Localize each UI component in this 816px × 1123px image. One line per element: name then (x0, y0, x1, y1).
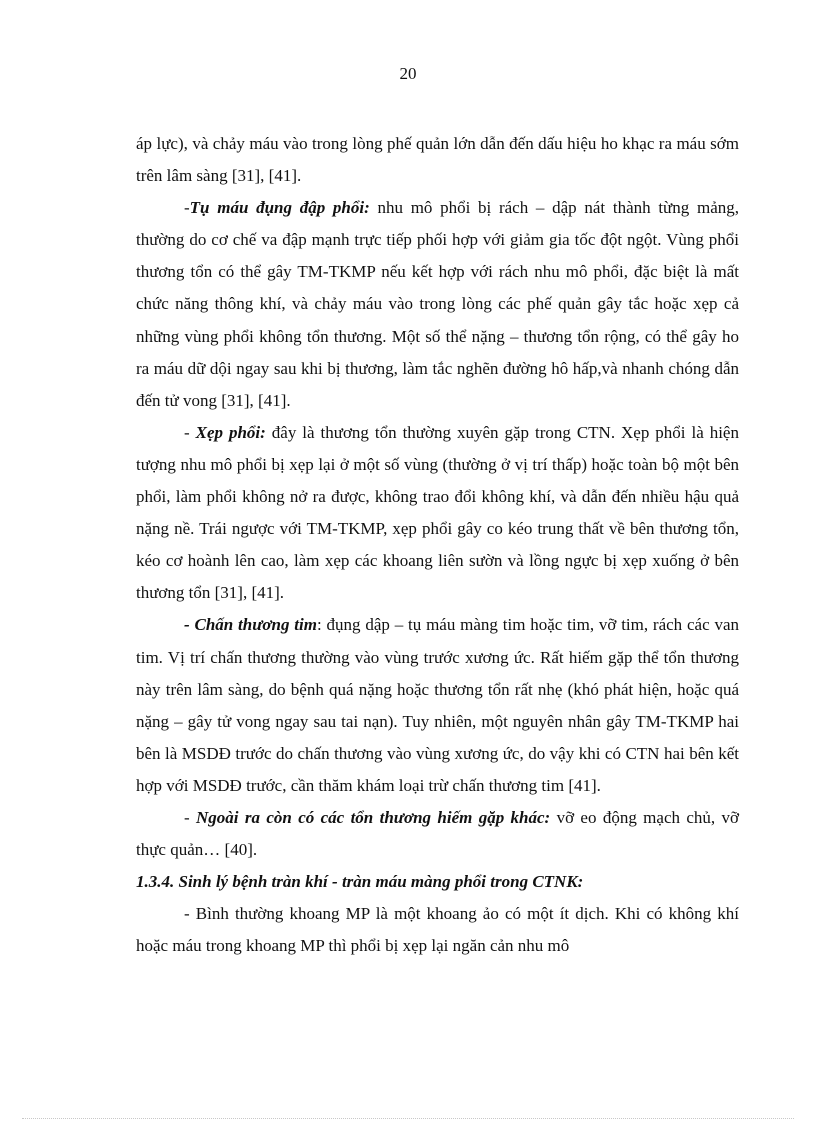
section-heading: 1.3.4. Sinh lý bệnh tràn khí - tràn máu màng phổi trong CTNK: (136, 872, 584, 892)
bullet-prefix: - (184, 422, 196, 442)
paragraph-text: vỡ eo động mạch chủ, vỡ thực quản… [40]. (136, 807, 739, 860)
page-bottom-divider (22, 1118, 794, 1119)
page-number: 20 (399, 64, 417, 83)
term-separator: : (364, 198, 370, 218)
bullet-prefix: - (184, 807, 197, 827)
document-body (136, 128, 739, 962)
paragraph-continuation: áp lực), và chảy máu vào trong lòng phế quản lớn dẫn đến dấu hiệu ho khạc ra máu sớm trên lâm sàng [31], [41]. (136, 134, 739, 186)
term-rare-injuries: Ngoài ra còn có các tổn thương hiếm gặp khác: (196, 807, 551, 827)
term-cardiac-trauma: - Chấn thương tim (184, 615, 317, 635)
paragraph-lung-contusion (136, 192, 739, 417)
paragraph-cardiac-trauma (136, 609, 739, 802)
term-atelectasis: Xẹp phổi: (195, 422, 266, 442)
bullet-prefix: - (184, 198, 190, 218)
term-lung-contusion: Tụ máu đụng đập phổi (189, 198, 365, 218)
paragraph-text: đụng dập – tụ máu màng tim hoặc tim, vỡ tim, rách các van tim. Vị trí chấn thương thường vào vùng trước xương ức. Rất hiếm gặp thể tổn thương này trên lâm sàng, do bệnh quá nặng hoặc thương tổn rất nhẹ (khó phát hiện, hoặc quá nặng – gây tử vong ngay sau tai nạn). Tuy nhiên, một nguyên nhân gây TM-TKMP hai bên là MSDĐ trước do chấn thương vào vùng xương ức, do vậy khi có CTN hai bên kết hợp với MSDĐ trước, cần thăm khám loại trừ chấn thương tim [41]. (136, 615, 739, 795)
paragraph-atelectasis (136, 417, 739, 610)
term-separator: : (316, 615, 322, 635)
paragraph-text: nhu mô phổi bị rách – dập nát thành từng mảng, thường do cơ chế va đập mạnh trực tiếp phối hợp với giảm gia tốc đột ngột. Vùng phổi thương tổn có thể gây TM-TKMP nếu kết hợp với rách nhu mô phổi, đặc biệt là mất chức năng thông khí, và chảy máu vào trong lòng các phế quản gây tắc hoặc xẹp cả những vùng phổi không tổn thương. Một số thể nặng – thương tổn rộng, có thể gây ho ra máu dữ dội ngay sau khi bị thương, làm tắc nghẽn đường hô hấp,và nhanh chóng dẫn đến tử vong [31], [41]. (136, 198, 739, 410)
paragraph-pathophysiology: - Bình thường khoang MP là một khoang ảo có một ít dịch. Khi có không khí hoặc máu trong khoang MP thì phổi bị xẹp lại ngăn cản nhu mô (136, 904, 739, 956)
paragraph-text: đây là thương tổn thường xuyên gặp trong CTN. Xẹp phổi là hiện tượng nhu mô phổi bị xẹp lại ở một số vùng (thường ở vị trí thấp) hoặc toàn bộ một bên phổi, làm phổi không nở ra được, không trao đổi không khí, và dẫn đến nhiều hậu quả nặng nề. Trái ngược với TM-TKMP, xẹp phổi gây co kéo trung thất về bên thương tổn, kéo cơ hoành lên cao, làm xẹp các khoang liên sườn và lồng ngực bị xẹp xuống ở bên thương tổn [31], [41]. (136, 422, 739, 603)
paragraph-rare-injuries (136, 802, 739, 866)
